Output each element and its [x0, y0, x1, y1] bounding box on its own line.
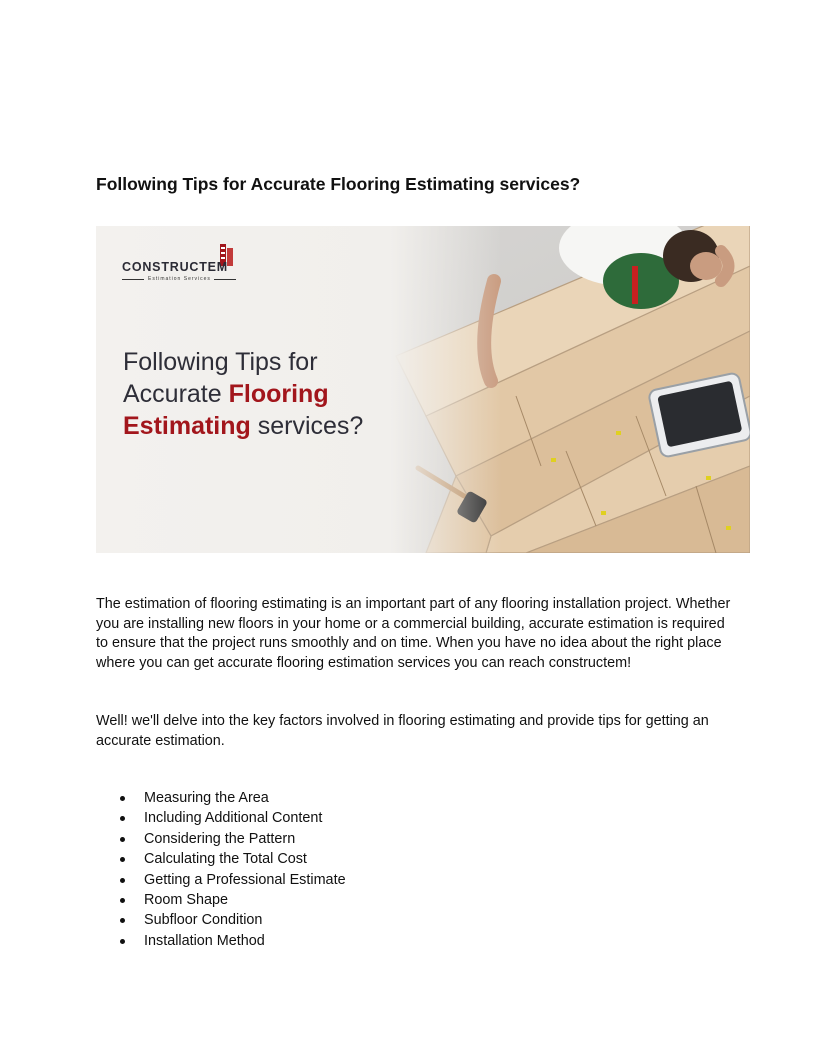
logo-tagline: Estimation Services	[148, 276, 211, 282]
intro-paragraph: The estimation of flooring estimating is an important part of any flooring installation project. Whether you are installing new floors in your home or a commercial building, accurate estimation is required to ensure that the project runs smoothly and on time. When you have no idea about the right place where you can get accurate flooring estimation services you can reach constructem!	[96, 596, 731, 671]
list-item: Room Shape	[96, 890, 346, 910]
headline-line-1: Following Tips for	[123, 348, 318, 376]
list-item: Getting a Professional Estimate	[96, 870, 346, 890]
list-item: Measuring the Area	[96, 788, 346, 808]
bullet-icon	[120, 939, 125, 944]
list-item: Including Additional Content	[96, 808, 346, 828]
bullet-icon	[120, 918, 125, 923]
list-item: Calculating the Total Cost	[96, 849, 346, 869]
headline-line-3: Estimating services?	[123, 412, 364, 440]
bullet-icon	[120, 878, 125, 883]
list-item: Considering the Pattern	[96, 829, 346, 849]
followup-paragraph: Well! we'll delve into the key factors involved in flooring estimating and provide tips for getting an accurate estimation.	[96, 713, 709, 749]
logo-rule-right	[214, 279, 236, 280]
list-item: Subfloor Condition	[96, 910, 346, 930]
bullet-icon	[120, 796, 125, 801]
bullet-icon	[120, 898, 125, 903]
logo-rule-left	[122, 279, 144, 280]
hero-banner-image	[96, 226, 750, 553]
headline-accent-estimating: Estimating	[123, 412, 251, 440]
headline-line-2: Accurate Flooring	[123, 380, 329, 408]
logo-wordmark: CONSTRUCTEM	[122, 260, 229, 274]
bullet-icon	[120, 837, 125, 842]
headline-accent-flooring: Flooring	[228, 380, 329, 408]
bullet-icon	[120, 816, 125, 821]
list-item: Installation Method	[96, 931, 346, 951]
tips-list	[96, 788, 346, 951]
document-title: Following Tips for Accurate Flooring Estimating services?	[96, 174, 581, 194]
bullet-icon	[120, 857, 125, 862]
banner-headline	[123, 346, 443, 442]
